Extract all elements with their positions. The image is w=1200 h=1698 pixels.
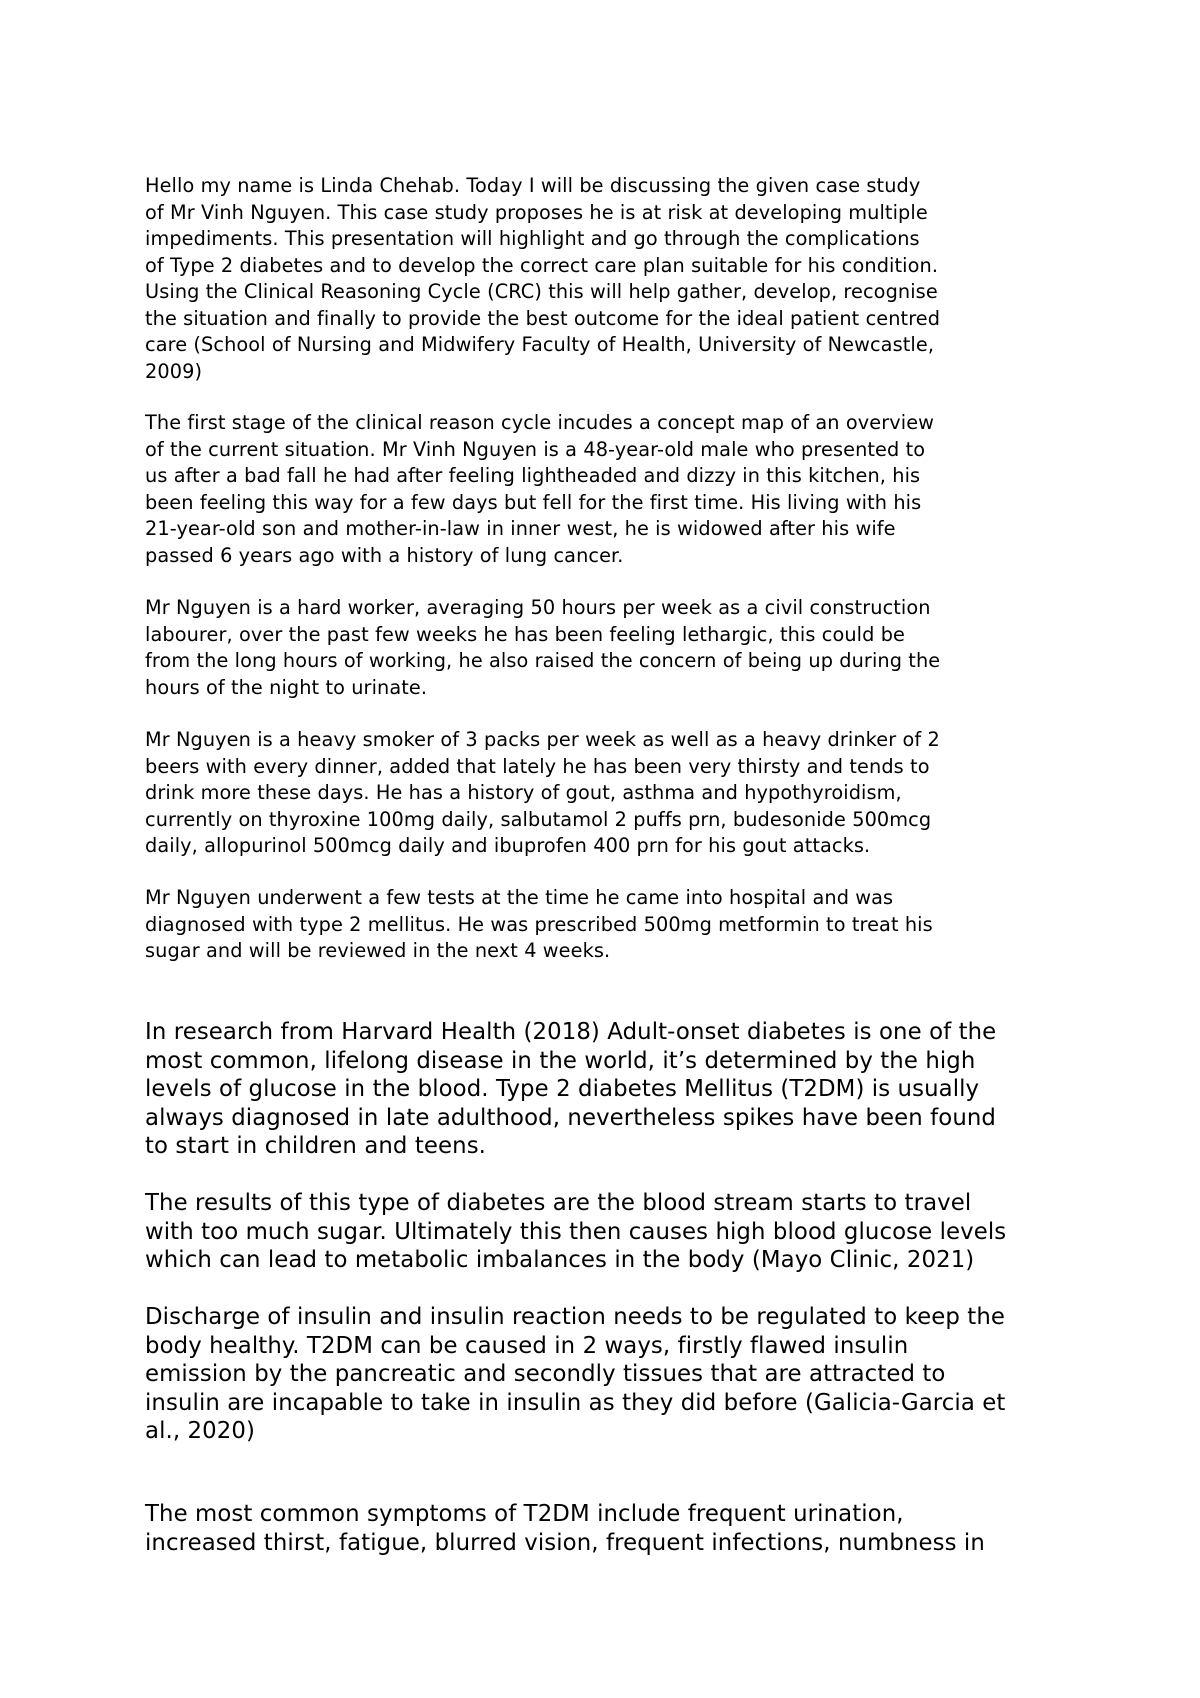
- text-line: increased thirst, fatigue, blurred vision, frequent infections, numbness in: [145, 1529, 985, 1556]
- text-line: diagnosed with type 2 mellitus. He was prescribed 500mg metformin to treat his: [145, 912, 933, 936]
- text-line: Discharge of insulin and insulin reaction needs to be regulated to keep the: [145, 1304, 1006, 1330]
- text-line: been feeling this way for a few days but fell for the first time. His living with his: [145, 490, 922, 514]
- text-line: impediments. This presentation will highlight and go through the complications: [145, 227, 920, 250]
- paragraph-symptoms: [145, 1500, 1075, 1557]
- text-line: hours of the night to urinate.: [145, 675, 428, 699]
- text-line: the situation and finally to provide the best outcome for the ideal patient centred: [145, 306, 941, 330]
- text-line: us after a bad fall he had after feeling lightheaded and dizzy in this kitchen, his: [145, 464, 921, 487]
- text-line: daily, allopurinol 500mcg daily and ibuprofen 400 prn for his gout attacks.: [145, 834, 871, 857]
- text-line: 2009): [145, 359, 203, 383]
- text-line: Mr Nguyen is a hard worker, averaging 50 hours per week as a civil construction: [145, 596, 931, 619]
- paragraph-work-history: [145, 595, 1075, 701]
- text-line: Hello my name is Linda Chehab. Today I will be discussing the given case study: [145, 174, 921, 197]
- text-line: body healthy. T2DM can be caused in 2 ways, firstly flawed insulin: [145, 1332, 909, 1359]
- text-line: of Mr Vinh Nguyen. This case study proposes he is at risk at developing multiple: [145, 200, 928, 224]
- text-line: levels of glucose in the blood. Type 2 diabetes Mellitus (T2DM) is usually: [145, 1076, 980, 1102]
- paragraph-medical-history: [145, 727, 1075, 860]
- text-line: of the current situation. Mr Vinh Nguyen is a 48-year-old male who presented to: [145, 437, 926, 461]
- text-line: of Type 2 diabetes and to develop the correct care plan suitable for his condition.: [145, 253, 939, 277]
- text-line: most common, lifelong disease in the world, it’s determined by the high: [145, 1047, 976, 1074]
- text-line: currently on thyroxine 100mg daily, salbutamol 2 puffs prn, budesonide 500mcg: [145, 807, 932, 831]
- text-line: drink more these days. He has a history of gout, asthma and hypothyroidism,: [145, 781, 902, 804]
- paragraph-research-harvard: [145, 1018, 1075, 1161]
- paragraph-diagnosis: [145, 885, 1075, 965]
- text-line: Mr Nguyen is a heavy smoker of 3 packs per week as well as a heavy drinker of 2: [145, 728, 940, 751]
- text-line: passed 6 years ago with a history of lung cancer.: [145, 543, 624, 567]
- text-line: from the long hours of working, he also raised the concern of being up during the: [145, 649, 941, 672]
- text-line: with too much sugar. Ultimately this then causes high blood glucose levels: [145, 1218, 1007, 1245]
- text-line: Using the Clinical Reasoning Cycle (CRC) this will help gather, develop, recognise: [145, 280, 938, 303]
- text-line: sugar and will be reviewed in the next 4 weeks.: [145, 939, 611, 962]
- text-line: emission by the pancreatic and secondly tissues that are attracted to: [145, 1361, 946, 1387]
- paragraph-blood-sugar: [145, 1189, 1075, 1275]
- text-line: al., 2020): [145, 1418, 255, 1444]
- paragraph-first-stage: [145, 410, 1075, 569]
- text-line: care (School of Nursing and Midwifery Faculty of Health, University of Newcastle,: [145, 333, 935, 356]
- text-line: which can lead to metabolic imbalances in the body (Mayo Clinic, 2021): [145, 1247, 975, 1273]
- text-line: to start in children and teens.: [145, 1133, 487, 1159]
- text-line: In research from Harvard Health (2018) Adult-onset diabetes is one of the: [145, 1019, 997, 1045]
- text-line: The most common symptoms of T2DM include frequent urination,: [145, 1501, 904, 1527]
- text-line: Mr Nguyen underwent a few tests at the time he came into hospital and was: [145, 886, 894, 909]
- text-line: 21-year-old son and mother-in-law in inner west, he is widowed after his wife: [145, 517, 896, 540]
- text-line: The first stage of the clinical reason cycle incudes a concept map of an overview: [145, 411, 935, 434]
- paragraph-insulin: [145, 1303, 1075, 1446]
- text-line: The results of this type of diabetes are the blood stream starts to travel: [145, 1190, 972, 1216]
- text-line: labourer, over the past few weeks he has been feeling lethargic, this could be: [145, 622, 906, 646]
- text-line: insulin are incapable to take in insulin as they did before (Galicia-Garcia et: [145, 1389, 1006, 1416]
- text-line: beers with every dinner, added that lately he has been very thirsty and tends to: [145, 754, 930, 778]
- paragraph-introduction: [145, 173, 1075, 385]
- text-line: always diagnosed in late adulthood, nevertheless spikes have been found: [145, 1104, 996, 1131]
